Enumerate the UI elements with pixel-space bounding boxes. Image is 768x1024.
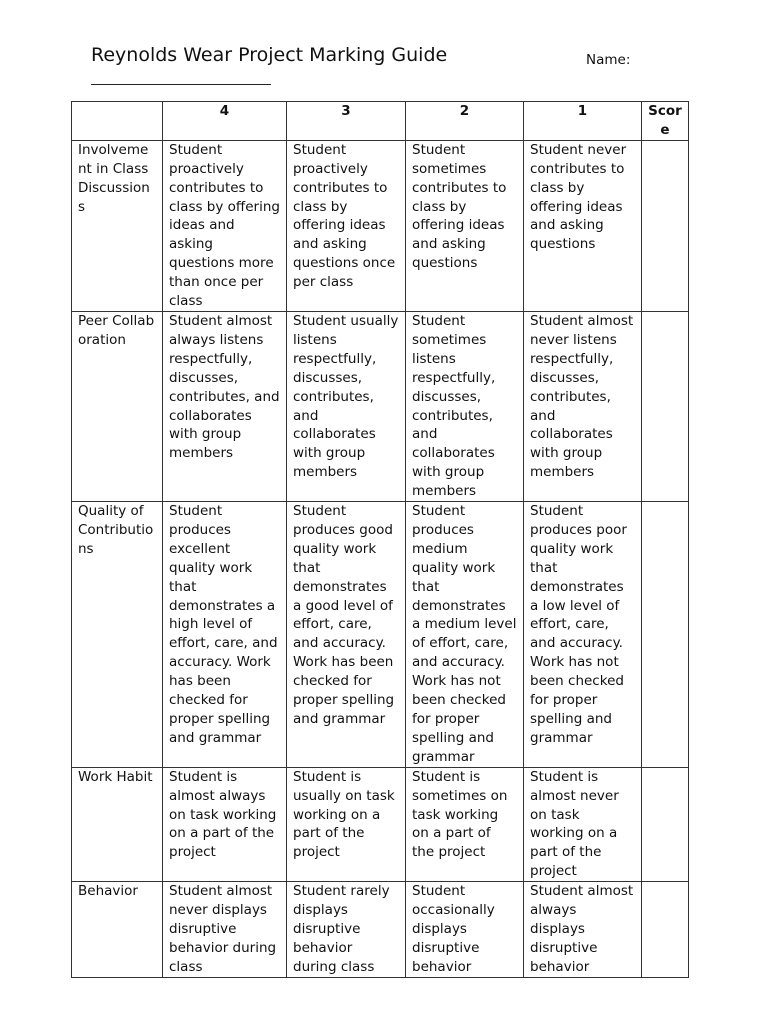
criterion-header [72, 102, 163, 141]
score-cell[interactable] [642, 140, 689, 311]
criterion-cell: Behavior [72, 882, 163, 978]
criterion-cell: Quality of Contributions [72, 502, 163, 768]
score-header: Score [642, 102, 689, 141]
level-1-cell: Student is almost never on task working on a part of the project [524, 767, 642, 881]
level-4-cell: Student almost never displays disruptive behavior during class [163, 882, 287, 978]
level-1-header: 1 [524, 102, 642, 141]
name-label: Name: [586, 52, 631, 68]
level-4-cell: Student almost always listens respectfully, discusses, contributes, and collaborates with group members [163, 311, 287, 501]
level-3-cell: Student usually listens respectfully, discusses, contributes, and collaborates with group members [287, 311, 406, 501]
table-header-row [72, 102, 689, 141]
level-2-cell: Student produces medium quality work that demonstrates a medium level of effort, care, and accuracy. Work has not been checked for proper spelling and grammar [406, 502, 524, 768]
level-1-cell: Student almost always displays disruptive behavior [524, 882, 642, 978]
score-cell[interactable] [642, 311, 689, 501]
level-3-cell: Student proactively contributes to class by offering ideas and asking questions once per class [287, 140, 406, 311]
level-3-header: 3 [287, 102, 406, 141]
level-3-cell: Student produces good quality work that demonstrates a good level of effort, care, and accuracy. Work has been checked for proper spelling and grammar [287, 502, 406, 768]
score-cell[interactable] [642, 502, 689, 768]
level-4-header: 4 [163, 102, 287, 141]
level-2-cell: Student is sometimes on task working on a part of the project [406, 767, 524, 881]
level-3-cell: Student is usually on task working on a part of the project [287, 767, 406, 881]
table-row [72, 311, 689, 501]
marking-guide-table [71, 101, 689, 978]
level-1-cell: Student almost never listens respectfully, discusses, contributes, and collaborates with group members [524, 311, 642, 501]
level-3-cell: Student rarely displays disruptive behavior during class [287, 882, 406, 978]
score-cell[interactable] [642, 882, 689, 978]
level-1-cell: Student never contributes to class by offering ideas and asking questions [524, 140, 642, 311]
criterion-cell: Involvement in Class Discussions [72, 140, 163, 311]
level-2-cell: Student sometimes contributes to class by offering ideas and asking questions [406, 140, 524, 311]
table-row [72, 502, 689, 768]
criterion-cell: Work Habit [72, 767, 163, 881]
table-row [72, 140, 689, 311]
criterion-cell: Peer Collaboration [72, 311, 163, 501]
name-underline [91, 84, 271, 85]
level-2-header: 2 [406, 102, 524, 141]
level-2-cell: Student sometimes listens respectfully, discusses, contributes, and collaborates with group members [406, 311, 524, 501]
level-4-cell: Student produces excellent quality work that demonstrates a high level of effort, care, and accuracy. Work has been checked for proper spelling and grammar [163, 502, 287, 768]
level-4-cell: Student proactively contributes to class by offering ideas and asking questions more than once per class [163, 140, 287, 311]
score-cell[interactable] [642, 767, 689, 881]
level-4-cell: Student is almost always on task working on a part of the project [163, 767, 287, 881]
level-1-cell: Student produces poor quality work that demonstrates a low level of effort, care, and accuracy. Work has not been checked for proper spelling and grammar [524, 502, 642, 768]
table-row [72, 767, 689, 881]
table-row [72, 882, 689, 978]
document-title: Reynolds Wear Project Marking Guide [91, 44, 448, 66]
level-2-cell: Student occasionally displays disruptive behavior [406, 882, 524, 978]
